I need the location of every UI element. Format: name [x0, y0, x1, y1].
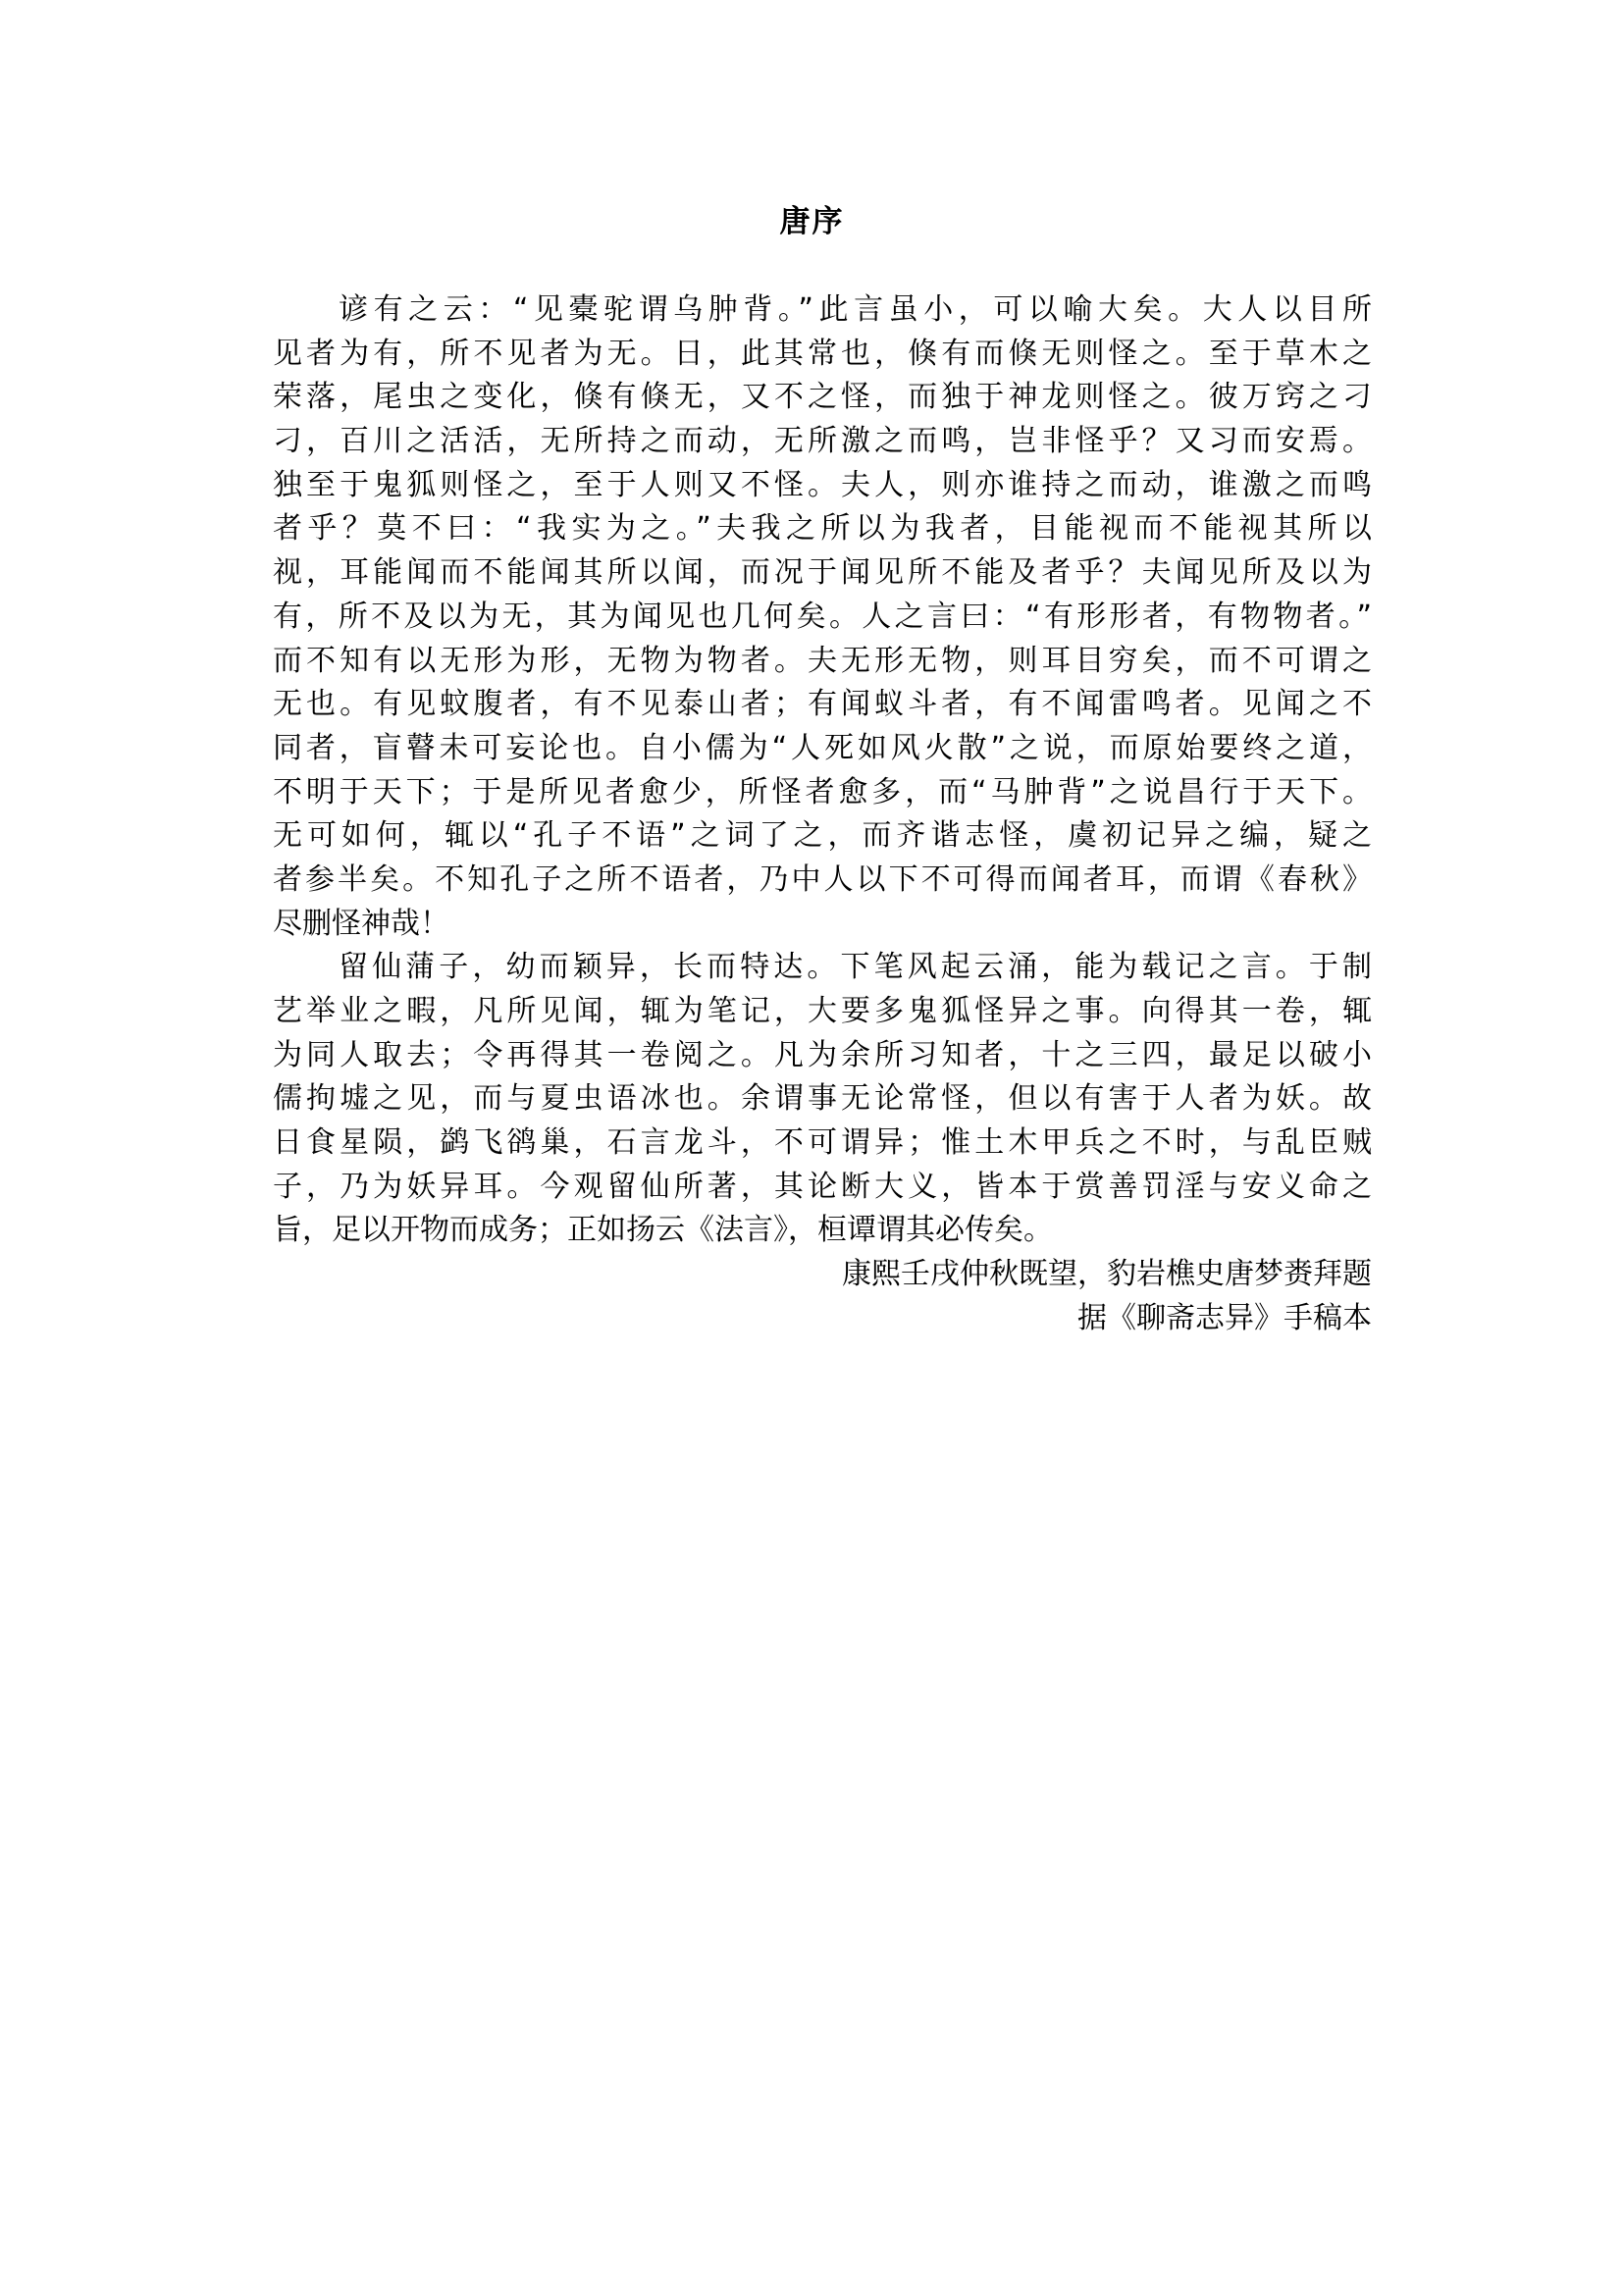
text-line: 日食星陨，鹢飞鹆巢，石言龙斗，不可谓异；惟土木甲兵之不时，与乱臣贼	[273, 1125, 1372, 1161]
text-line: 为同人取去；令再得其一卷阅之。凡为余所习知者，十之三四，最足以破小	[273, 1037, 1372, 1072]
text-line: 同者，盲瞽未可妄论也。自小儒为“人死如风火散”之说，而原始要终之道，	[273, 730, 1372, 765]
text-line: 艺举业之暇，凡所见闻，辄为笔记，大要多鬼狐怪异之事。向得其一卷，辄	[273, 994, 1372, 1028]
text-line: 子，乃为妖异耳。今观留仙所著，其论断大义，皆本于赏善罚淫与安义命之	[273, 1169, 1372, 1204]
text-line: 有，所不及以为无，其为闻见也几何矣。人之言曰：“有形形者，有物物者。”	[273, 599, 1372, 634]
paragraph-2	[273, 946, 1372, 1253]
text-line: 谚有之云：“见橐驼谓乌肿背。”此言虽小，可以喻大矣。大人以目所	[339, 292, 1372, 327]
text-line: 儒拘墟之见，而与夏虫语冰也。余谓事无论常怪，但以有害于人者为妖。故	[273, 1081, 1372, 1117]
text-line: 荣落，尾虫之变化，倏有倏无，又不之怪，而独于神龙则怪之。彼万窍之刁	[273, 380, 1372, 415]
document-title: 唐序	[779, 204, 845, 239]
text-line: 无可如何，辄以“孔子不语”之词了之，而齐谐志怪，虞初记异之编，疑之	[273, 818, 1372, 854]
document-body	[273, 288, 1372, 1341]
text-line: 留仙蒲子，幼而颖异，长而特达。下笔风起云涌，能为载记之言。于制	[339, 950, 1372, 985]
text-line: 者参半矣。不知孔子之所不语者，乃中人以下不可得而闻者耳，而谓《春秋》	[273, 861, 1372, 897]
text-line: 尽删怪神哉！	[273, 906, 449, 941]
text-line: 不明于天下；于是所见者愈少，所怪者愈多，而“马肿背”之说昌行于天下。	[273, 774, 1372, 809]
text-line: 见者为有，所不见者为无。日，此其常也，倏有而倏无则怪之。至于草木之	[273, 336, 1372, 371]
signature: 康熙壬戌仲秋既望，豹岩樵史唐梦赉拜题	[842, 1257, 1372, 1292]
text-line: 刁，百川之活活，无所持之而动，无所激之而鸣，岂非怪乎？又习而安焉。	[273, 424, 1372, 459]
text-line: 而不知有以无形为形，无物为物者。夫无形无物，则耳目穷矣，而不可谓之	[273, 643, 1372, 678]
text-line: 独至于鬼狐则怪之，至于人则又不怪。夫人，则亦谁持之而动，谁激之而鸣	[273, 467, 1372, 502]
text-line: 视，耳能闻而不能闻其所以闻，而况于闻见所不能及者乎？夫闻见所及以为	[273, 555, 1372, 591]
text-line: 无也。有见蚊腹者，有不见泰山者；有闻蚁斗者，有不闻雷鸣者。见闻之不	[273, 687, 1372, 722]
paragraph-1	[273, 288, 1372, 946]
text-line: 者乎？莫不曰：“我实为之。”夫我之所以为我者，目能视而不能视其所以	[273, 511, 1372, 547]
text-line: 旨，足以开物而成务；正如扬云《法言》，桓谭谓其必传矣。	[273, 1213, 1053, 1248]
source-note: 据《聊斋志异》手稿本	[1077, 1300, 1372, 1335]
